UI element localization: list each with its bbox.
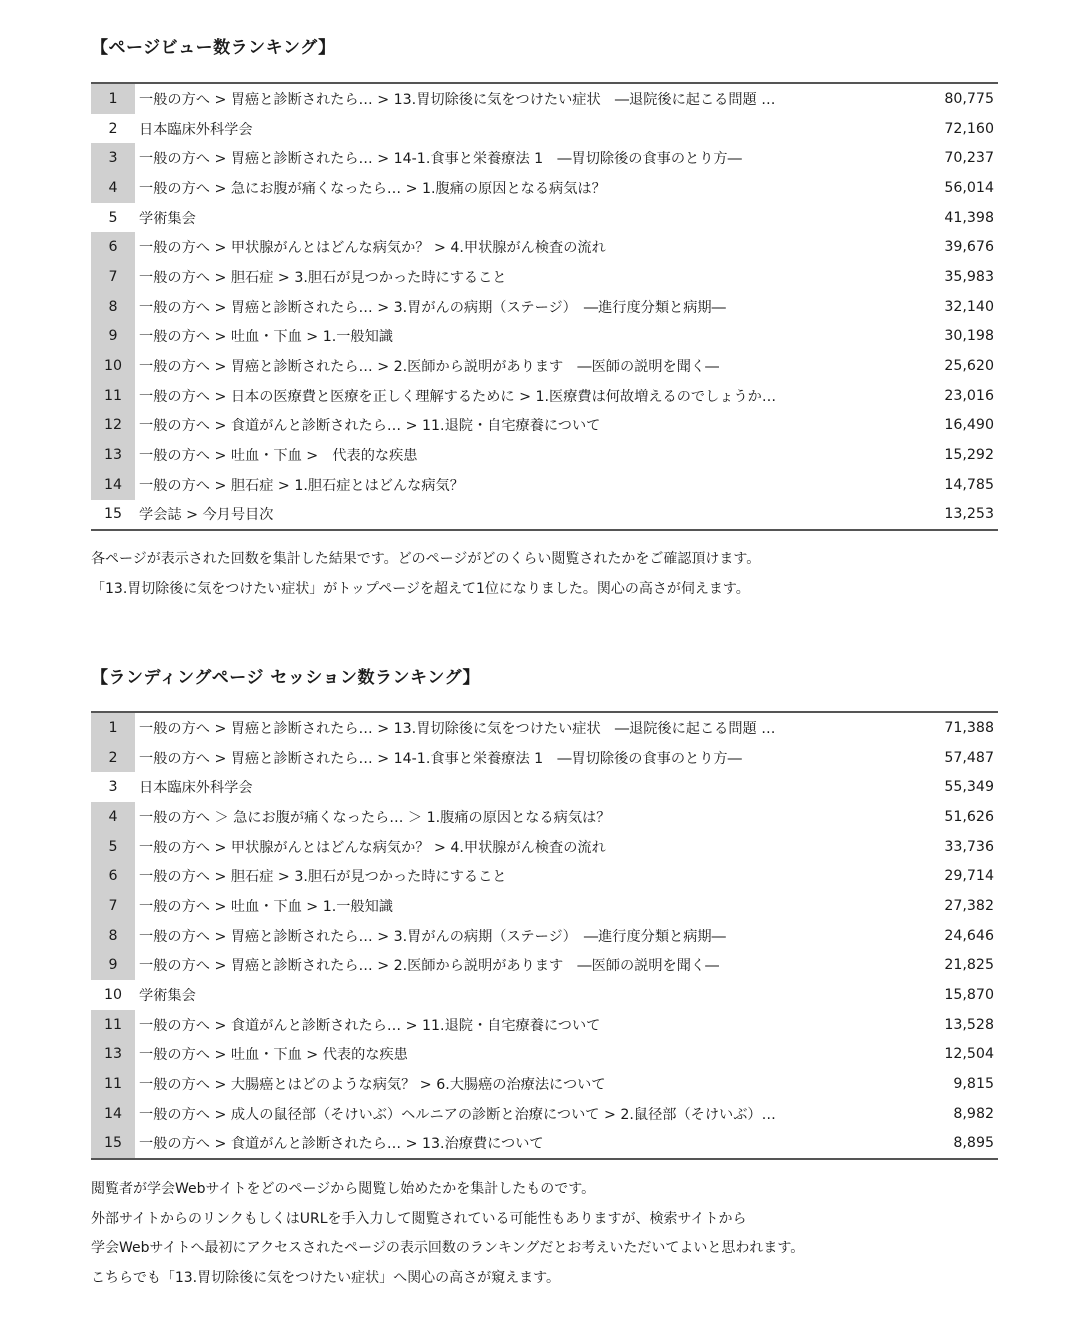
page-path: 一般の方へ > 胆石症 > 1.胆石症とはどんな病気？ — [139, 477, 464, 494]
page-path: 一般の方へ > 食道がんと診断されたら… > 13.治療費について — [139, 1136, 544, 1153]
rank-number: 5 — [108, 209, 118, 226]
landing-row — [91, 861, 998, 891]
page-path-cell — [135, 832, 844, 862]
count-value: 15,870 — [944, 987, 994, 1004]
landing-row — [91, 1010, 998, 1040]
page-path-cell — [135, 173, 844, 203]
landing-row — [91, 743, 998, 773]
page-path: 一般の方へ > 急にお腹が痛くなったら… > 1.腹痛の原因となる病気は？ — [139, 180, 606, 197]
rank-number: 9 — [91, 322, 135, 352]
rank-number: 7 — [91, 262, 135, 292]
note-line: 「13.胃切除後に気をつけたい症状」がトップページを超えて1位になりました。関心の高さが伺えます。 — [91, 580, 750, 597]
page-path-cell — [135, 1040, 844, 1070]
pageview-row — [91, 203, 998, 233]
page-path-cell — [135, 980, 844, 1010]
rank-number: 13 — [91, 440, 135, 470]
count-value: 56,014 — [944, 179, 994, 196]
page-path: 一般の方へ > 食道がんと診断されたら… > 11.退院・自宅療養について — [139, 418, 601, 435]
page-path-cell — [135, 861, 844, 891]
count-value: 30,198 — [944, 328, 994, 345]
page-path: 一般の方へ > 吐血・下血 > 1.一般知識 — [139, 329, 393, 346]
page-path: 一般の方へ > 食道がんと診断されたら… > 11.退院・自宅療養について — [139, 1017, 601, 1034]
landing-row — [91, 951, 998, 981]
pageview-row — [91, 322, 998, 352]
rank-number: 1 — [91, 712, 135, 743]
rank-number: 6 — [91, 232, 135, 262]
landing-row — [91, 891, 998, 921]
rank-number: 15 — [91, 1129, 135, 1160]
page-path-cell — [135, 470, 844, 500]
count-value: 9,815 — [953, 1076, 994, 1093]
count-value: 13,253 — [944, 506, 994, 523]
page-path: 一般の方へ > 胃癌と診断されたら… > 14-1.食事と栄養療法 1 ―胃切除後の食事のとり方― — [139, 750, 742, 767]
count-value: 39,676 — [944, 239, 994, 256]
rank-number: 12 — [91, 411, 135, 441]
landing-row — [91, 832, 998, 862]
page-path-cell — [135, 440, 844, 470]
rank-number: 5 — [91, 832, 135, 862]
rank-number: 11 — [91, 1069, 135, 1099]
page-path-cell — [135, 921, 844, 951]
rank-number: 4 — [91, 173, 135, 203]
page-path-cell — [135, 1129, 844, 1160]
rank-number: 9 — [91, 951, 135, 981]
landing-ranking-table — [91, 711, 998, 1160]
pageview-row — [91, 143, 998, 173]
pageview-row — [91, 381, 998, 411]
page-path-cell — [135, 891, 844, 921]
pageview-ranking-notes — [91, 545, 998, 604]
page-path: 日本臨床外科学会 — [139, 121, 253, 138]
page-path: 一般の方へ ＞ 急にお腹が痛くなったら… ＞ 1.腹痛の原因となる病気は？ — [139, 809, 611, 826]
rank-number: 8 — [91, 921, 135, 951]
rank-number: 14 — [91, 1099, 135, 1129]
pageview-row — [91, 470, 998, 500]
count-value: 16,490 — [944, 417, 994, 434]
page-path: 一般の方へ > 胃癌と診断されたら… > 3.胃がんの病期（ステージ） ―進行度分類と病期― — [139, 299, 726, 316]
count-value: 57,487 — [944, 749, 994, 766]
rank-number: 7 — [91, 891, 135, 921]
page-path: 一般の方へ > 吐血・下血 > 1.一般知識 — [139, 898, 393, 915]
pageview-row — [91, 440, 998, 470]
count-value: 23,016 — [944, 387, 994, 404]
count-value: 32,140 — [944, 298, 994, 315]
rank-number: 6 — [91, 861, 135, 891]
pageview-row — [91, 232, 998, 262]
count-value: 33,736 — [944, 838, 994, 855]
page-path-cell — [135, 114, 844, 144]
count-value: 80,775 — [944, 90, 994, 107]
rank-number: 10 — [91, 351, 135, 381]
count-value: 70,237 — [944, 150, 994, 167]
page-path-cell — [135, 1099, 844, 1129]
count-value: 25,620 — [944, 358, 994, 375]
page-path-cell — [135, 743, 844, 773]
page-path: 一般の方へ > 胃癌と診断されたら… > 13.胃切除後に気をつけたい症状 ―退院後に起こる問題 … — [139, 91, 776, 108]
page-path-cell — [135, 1069, 844, 1099]
page-path: 一般の方へ > 吐血・下血 > 代表的な疾患 — [139, 1047, 408, 1064]
rank-number: 2 — [91, 743, 135, 773]
page-path-cell — [135, 712, 844, 743]
rank-number: 10 — [103, 987, 123, 1004]
note-line: 各ページが表示された回数を集計した結果です。どのページがどのくらい閲覧されたかをご確認頂けます。 — [91, 551, 761, 567]
count-value: 51,626 — [944, 808, 994, 825]
page-path-cell — [135, 143, 844, 173]
rank-number: 11 — [91, 381, 135, 411]
page-path: 一般の方へ > 成人の鼠径部（そけいぶ）ヘルニアの診断と治療について > 2.鼠径部（そけいぶ）… — [139, 1106, 776, 1123]
page-path: 一般の方へ > 胃癌と診断されたら… > 3.胃がんの病期（ステージ） ―進行度分類と病期― — [139, 928, 726, 945]
page-path: 一般の方へ > 甲状腺がんとはどんな病気か？ > 4.甲状腺がん検査の流れ — [139, 240, 606, 257]
page-path: 一般の方へ > 日本の医療費と医療を正しく理解するために > 1.医療費は何故増えるのでしょうか… — [139, 388, 777, 405]
page-path-cell — [135, 262, 844, 292]
landing-row — [91, 1069, 998, 1099]
page-path: 一般の方へ > 胃癌と診断されたら… > 13.胃切除後に気をつけたい症状 ―退院後に起こる問題 … — [139, 720, 776, 737]
rank-number: 4 — [91, 802, 135, 832]
count-value: 27,382 — [944, 897, 994, 914]
count-value: 21,825 — [944, 957, 994, 974]
page-path: 一般の方へ > 胃癌と診断されたら… > 14-1.食事と栄養療法 1 ―胃切除後の食事のとり方― — [139, 151, 742, 168]
rank-number: 3 — [91, 143, 135, 173]
landing-row — [91, 802, 998, 832]
page-path-cell — [135, 411, 844, 441]
landing-ranking-heading: 【ランディングページ セッション数ランキング】 — [91, 668, 481, 688]
page-path-cell — [135, 1010, 844, 1040]
landing-row — [91, 712, 998, 743]
note-line: 学会Webサイトへ最初にアクセスされたページの表示回数のランキングだとお考えいただいてよいと思われます。 — [91, 1240, 805, 1256]
page-path: 一般の方へ > 胃癌と診断されたら… > 2.医師から説明があります ―医師の説明を聞く― — [139, 359, 720, 376]
rank-number: 15 — [103, 506, 123, 523]
count-value: 72,160 — [944, 120, 994, 137]
rank-number: 14 — [91, 470, 135, 500]
pageview-row — [91, 262, 998, 292]
page-path-cell — [135, 322, 844, 352]
count-value: 8,895 — [953, 1135, 994, 1152]
count-value: 71,388 — [944, 719, 994, 736]
pageview-ranking-table-wrap — [91, 82, 998, 531]
note-line: 外部サイトからのリンクもしくはURLを手入力して閲覧されている可能性もありますが、検索サイトから — [91, 1210, 747, 1227]
landing-row — [91, 980, 998, 1010]
landing-row — [91, 1129, 998, 1160]
note-line: こちらでも「13.胃切除後に気をつけたい症状」へ関心の高さが窺えます。 — [91, 1269, 561, 1286]
pageview-ranking-heading: 【ページビュー数ランキング】 — [91, 38, 336, 58]
pageview-row — [91, 83, 998, 114]
page-path-cell — [135, 802, 844, 832]
pageview-row — [91, 173, 998, 203]
pageview-row — [91, 292, 998, 322]
pageview-row — [91, 114, 998, 144]
pageview-row — [91, 351, 998, 381]
count-value: 8,982 — [953, 1105, 994, 1122]
count-value: 24,646 — [944, 927, 994, 944]
landing-ranking-rows — [91, 712, 998, 1159]
page-path: 一般の方へ > 吐血・下血 > 代表的な疾患 — [139, 448, 418, 465]
rank-number: 11 — [91, 1010, 135, 1040]
landing-row — [91, 1040, 998, 1070]
page-path-cell — [135, 351, 844, 381]
page-path-cell — [135, 951, 844, 981]
rank-number: 13 — [91, 1040, 135, 1070]
count-value: 29,714 — [944, 868, 994, 885]
landing-row — [91, 1099, 998, 1129]
page-path: 一般の方へ > 胃癌と診断されたら… > 2.医師から説明があります ―医師の説明を聞く― — [139, 958, 720, 975]
rank-number: 3 — [108, 779, 118, 796]
pageview-ranking-rows — [91, 83, 998, 530]
count-value: 15,292 — [944, 447, 994, 464]
count-value: 14,785 — [944, 476, 994, 493]
landing-row — [91, 921, 998, 951]
landing-row — [91, 772, 998, 802]
page-path-cell — [135, 772, 844, 802]
page-path: 一般の方へ > 胆石症 > 3.胆石が見つかった時にすること — [139, 869, 507, 886]
page-path: 日本臨床外科学会 — [139, 780, 253, 797]
pageview-ranking-table — [91, 82, 998, 531]
page-path-cell — [135, 500, 844, 531]
count-value: 12,504 — [944, 1046, 994, 1063]
count-value: 55,349 — [944, 779, 994, 796]
page-path: 学術集会 — [139, 210, 196, 227]
page-path: 一般の方へ > 甲状腺がんとはどんな病気か？ > 4.甲状腺がん検査の流れ — [139, 839, 606, 856]
page-path-cell — [135, 83, 844, 114]
count-value: 13,528 — [944, 1016, 994, 1033]
page-path-cell — [135, 232, 844, 262]
note-line: 閲覧者が学会Webサイトをどのページから閲覧し始めたかを集計したものです。 — [91, 1181, 596, 1197]
page-path: 一般の方へ > 大腸癌とはどのような病気？ > 6.大腸癌の治療法について — [139, 1077, 606, 1094]
page-path-cell — [135, 203, 844, 233]
pageview-row — [91, 411, 998, 441]
pageview-row — [91, 500, 998, 531]
page-path: 学会誌 > 今月号目次 — [139, 507, 274, 524]
count-value: 41,398 — [944, 209, 994, 226]
rank-number: 8 — [91, 292, 135, 322]
page-path: 学術集会 — [139, 988, 196, 1005]
page-path: 一般の方へ > 胆石症 > 3.胆石が見つかった時にすること — [139, 269, 507, 286]
rank-number: 1 — [91, 83, 135, 114]
page-path-cell — [135, 381, 844, 411]
landing-ranking-notes — [91, 1175, 998, 1293]
landing-ranking-table-wrap — [91, 711, 998, 1160]
rank-number: 2 — [108, 120, 118, 137]
count-value: 35,983 — [944, 268, 994, 285]
page-path-cell — [135, 292, 844, 322]
